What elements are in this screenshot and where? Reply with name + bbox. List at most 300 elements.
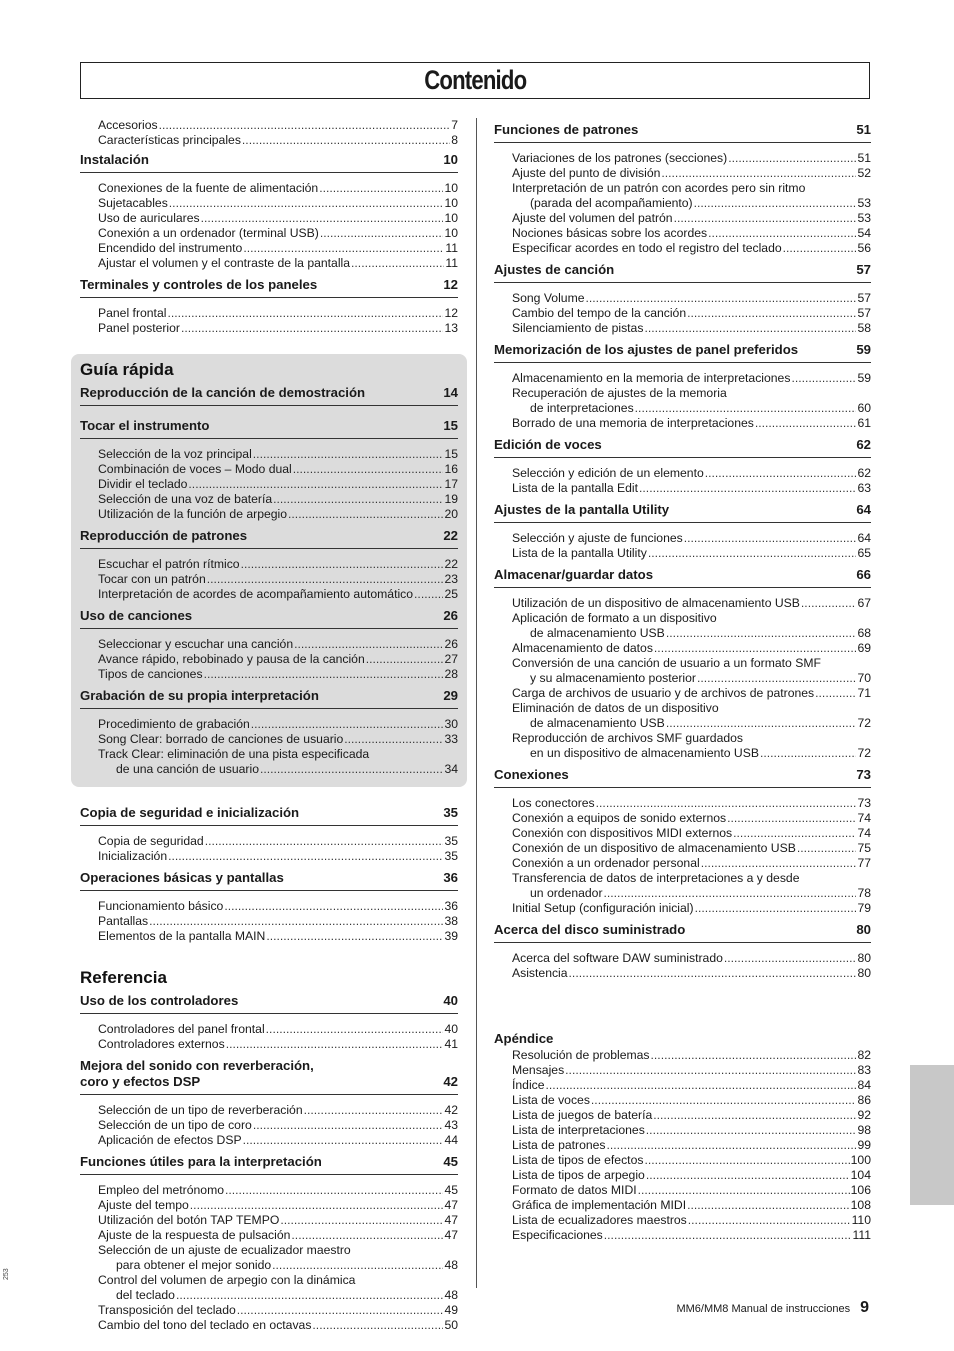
toc-entry [80,1198,458,1213]
entry-text: Utilización del botón TAP TEMPO [98,1213,280,1227]
entry-page: 92 [857,1108,871,1122]
section-heading-text: Uso de los controladores [80,993,239,1008]
toc-section [494,437,871,496]
toc-entry [80,1022,458,1037]
toc-section [80,418,458,522]
right-column [494,118,871,1243]
entry-page: 65 [857,546,871,560]
section-heading [494,437,871,458]
entry-page: 27 [444,652,458,666]
dot-leader [344,732,443,747]
toc-entry [80,226,458,241]
dot-leader [149,914,443,929]
dot-leader [674,211,857,226]
entry-text: Escuchar el patrón rítmico [98,557,240,571]
toc-entry [80,572,458,587]
entry-page: 10 [444,181,458,195]
toc-entry [494,306,871,321]
entry-text: Borrado de una memoria de interpretaciones [512,416,754,430]
dot-leader [783,241,857,256]
entry-text: Lista de la pantalla Edit [512,481,639,495]
toc-entry [80,1303,458,1318]
side-code: 253 [3,1268,10,1280]
section-heading [80,688,458,709]
entry-page: 13 [444,321,458,335]
entry-text: Acerca del software DAW suministrado [512,951,723,965]
entry-text: Track Clear: eliminación de una pista especificada [98,747,370,761]
section-heading-text: Operaciones básicas y pantallas [80,870,284,885]
dot-leader [661,166,856,181]
toc-entry [494,796,871,811]
entry-text: Pantallas [98,914,149,928]
page-title: Contenido [423,65,527,95]
dot-leader [288,507,443,522]
entry-text: Utilización de la función de arpegio [98,507,288,521]
section-heading [494,342,871,363]
entry-line [512,671,871,686]
entry-page: 12 [444,306,458,320]
toc-entry [80,1273,458,1303]
dot-leader [684,531,857,546]
entry-page: 75 [857,841,871,855]
entry-page: 104 [850,1168,871,1182]
toc-entry [494,1123,871,1138]
dot-leader [644,1153,849,1168]
appendix-entries [494,1048,871,1243]
dot-leader [697,671,856,686]
entry-page: 72 [857,746,871,760]
entry-text-cont: para obtener el mejor sonido [116,1258,272,1272]
dot-leader [169,196,444,211]
dot-leader [225,1183,443,1198]
toc-entry [494,951,871,966]
entry-text: Silenciamiento de pistas [512,321,644,335]
dot-leader [565,1063,856,1078]
entry-text: Combinación de voces – Modo dual [98,462,292,476]
entry-page: 22 [444,557,458,571]
entry-page: 63 [857,481,871,495]
toc-entry [494,1228,871,1243]
entry-page: 61 [857,416,871,430]
entry-page: 78 [857,886,871,900]
toc-entry [80,477,458,492]
section-heading [80,805,458,826]
section-heading-text: Reproducción de patrones [80,528,248,543]
dot-leader [724,951,857,966]
entry-page: 48 [444,1288,458,1302]
entry-text: Inicialización [98,849,168,863]
toc-section [80,870,458,944]
entry-page: 72 [857,716,871,730]
entry-text: Selección y edición de un elemento [512,466,704,480]
appendix-title: Apéndice [494,1031,554,1046]
entry-text: Control del volumen de arpegio con la dinámica [98,1273,356,1287]
entry-text: Song Volume [512,291,585,305]
section-heading-text: Acerca del disco suministrado [494,922,686,937]
dot-leader [224,899,443,914]
section-heading-page: 22 [443,528,458,543]
toc-section [494,502,871,561]
dot-leader [638,1183,850,1198]
entry-text: Accesorios [98,118,158,132]
entry-text: Interpretación de acordes de acompañamiento automático [98,587,414,601]
toc-entry [494,371,871,386]
dot-leader [666,626,857,641]
dot-leader [604,1228,852,1243]
entry-text: Conexión con dispositivos MIDI externos [512,826,733,840]
entry-line [512,196,871,211]
toc-entry [494,226,871,241]
toc-entry [494,901,871,916]
dot-leader [755,416,857,431]
entry-text: Conexión a un ordenador personal [512,856,700,870]
page-title-box [80,62,870,99]
entry-text: Asistencia [512,966,568,980]
toc-entry [80,181,458,196]
entry-page: 82 [857,1048,871,1062]
entry-page: 68 [857,626,871,640]
toc-entry [494,656,871,686]
toc-entry [494,1213,871,1228]
dot-leader [226,1037,444,1052]
toc-entry [80,1103,458,1118]
entry-line [512,746,871,761]
reference-sections [80,993,458,1333]
dot-leader [366,652,444,667]
entry-page: 110 [851,1213,871,1227]
entry-text: Avance rápido, rebobinado y pausa de la canción [98,652,365,666]
toc-entry [80,667,458,682]
dot-leader [591,1093,857,1108]
toc-entry [80,196,458,211]
advanced-sections [494,122,871,981]
entry-page: 36 [444,899,458,913]
toc-entry [494,546,871,561]
section-heading [494,922,871,943]
entry-text: Controladores del panel frontal [98,1022,265,1036]
entry-text: Interpretación de un patrón con acordes pero sin ritmo [512,181,806,195]
section-heading-text: Grabación de su propia interpretación [80,688,319,703]
entry-text: Empleo del metrónomo [98,1183,224,1197]
entry-page: 23 [444,572,458,586]
entry-page: 30 [444,717,458,731]
entry-page: 45 [444,1183,458,1197]
section-heading [80,277,458,298]
entry-page: 79 [857,901,871,915]
entry-page: 70 [857,671,871,685]
dot-leader [687,306,856,321]
entry-page: 62 [857,466,871,480]
entry-page: 40 [444,1022,458,1036]
section-heading [80,528,458,549]
entry-text: Ajuste del punto de división [512,166,661,180]
dot-leader [695,901,857,916]
entry-page: 108 [850,1198,871,1212]
entry-page: 59 [857,371,871,385]
dot-leader [797,841,857,856]
entry-line [512,886,871,901]
section-heading [80,152,458,173]
entry-text: Lista de voces [512,1093,590,1107]
entry-text: Formato de datos MIDI [512,1183,637,1197]
quick-guide-sections [80,385,458,777]
dot-leader [207,572,444,587]
entry-page: 80 [857,951,871,965]
entry-text: Lista de interpretaciones [512,1123,645,1137]
entry-page: 50 [444,1318,458,1332]
entry-text: Aplicación de efectos DSP [98,1133,242,1147]
toc-entry [80,447,458,462]
column-divider [476,118,477,1288]
toc-entry [80,717,458,732]
section-heading [80,385,458,406]
section-heading-page: 35 [443,805,458,820]
toc-entry [80,732,458,747]
entry-line [512,626,871,641]
toc-entry [494,611,871,641]
entry-page: 106 [850,1183,871,1197]
entry-text: Conexión de un dispositivo de almacenamiento USB [512,841,796,855]
toc-entry [80,1213,458,1228]
entry-page: 10 [444,196,458,210]
entry-page: 34 [444,762,458,776]
entry-text: Conexiones de la fuente de alimentación [98,181,319,195]
entry-page: 20 [444,507,458,521]
section-heading-page: 29 [443,688,458,703]
toc-entry [80,1243,458,1273]
dot-leader [801,596,857,611]
reference-title: Referencia [80,968,167,987]
toc-entry [494,466,871,481]
entry-page: 74 [857,811,871,825]
toc-entry [80,211,458,226]
entry-text: Lista de la pantalla Utility [512,546,647,560]
section-heading-text: Memorización de los ajustes de panel preferidos [494,342,799,357]
entry-text: Almacenamiento de datos [512,641,653,655]
dot-leader [654,641,857,656]
toc-entry [80,652,458,667]
entry-page: 100 [850,1153,871,1167]
quick-guide-title: Guía rápida [80,360,174,379]
toc-section [494,122,871,256]
entry-text-cont: de una canción de usuario [116,762,259,776]
dot-leader [273,492,443,507]
toc-entry [494,1063,871,1078]
dot-leader [159,118,451,133]
entry-text: Lista de patrones [512,1138,606,1152]
dot-leader [728,151,856,166]
dot-leader [639,481,856,496]
entry-page: 7 [451,118,458,132]
section-heading [80,1058,458,1095]
dot-leader [205,834,444,849]
section-heading-text: Terminales y controles de los paneles [80,277,318,292]
entry-page: 99 [857,1138,871,1152]
entry-text: Almacenamiento en la memoria de interpretaciones [512,371,791,385]
section-heading-text: Uso de canciones [80,608,193,623]
entry-text-cont: de interpretaciones [530,401,634,415]
entry-page: 111 [852,1228,871,1242]
dot-leader [569,966,857,981]
section-heading [80,1154,458,1175]
dot-leader [304,1103,444,1118]
entry-text: Carga de archivos de usuario y de archivos de patrones [512,686,815,700]
entry-text: Selección de un tipo de coro [98,1118,252,1132]
entry-page: 47 [444,1198,458,1212]
entry-text: Reproducción de archivos SMF guardados [512,731,744,745]
entry-text: Elementos de la pantalla MAIN [98,929,266,943]
entry-text: Lista de tipos de arpegio [512,1168,645,1182]
dot-leader [644,321,856,336]
entry-text: Song Clear: borrado de canciones de usuario [98,732,344,746]
entry-page: 84 [857,1078,871,1092]
entry-page: 43 [444,1118,458,1132]
entry-text: Ajuste de la respuesta de pulsación [98,1228,291,1242]
section-heading-page: 42 [443,1074,458,1089]
left-column [80,118,458,1333]
toc-entry [80,306,458,321]
toc-entry [494,241,871,256]
entry-line [98,762,458,777]
entry-page: 28 [444,667,458,681]
dot-leader [242,133,450,148]
entry-text-cont: un ordenador [530,886,603,900]
toc-entry [494,166,871,181]
toc-entry [80,507,458,522]
toc-entry [494,856,871,871]
section-heading-text: Tocar el instrumento [80,418,210,433]
section-heading-text: Almacenar/guardar datos [494,567,654,582]
entry-text: Seleccionar y escuchar una canción [98,637,294,651]
toc-entry [494,641,871,656]
toc-entry [494,1078,871,1093]
section-heading [494,262,871,283]
entry-page: 80 [857,966,871,980]
entry-page: 25 [444,587,458,601]
section-heading-page: 57 [856,262,871,277]
toc-section [494,922,871,981]
entry-page: 74 [857,826,871,840]
toc-entry [494,811,871,826]
page-footer [676,1299,869,1317]
section-heading [494,767,871,788]
toc-entry [80,1228,458,1243]
entry-page: 15 [444,447,458,461]
dot-leader [253,1118,444,1133]
entry-page: 58 [857,321,871,335]
toc-entry [494,826,871,841]
entry-page: 10 [444,211,458,225]
entry-page: 47 [444,1213,458,1227]
toc-entry [494,701,871,731]
entry-text: Encendido del instrumento [98,241,243,255]
toc-entry [494,841,871,856]
toc-section [80,805,458,864]
entry-text: Conexión a equipos de sonido externos [512,811,727,825]
entry-text: Recuperación de ajustes de la memoria [512,386,727,400]
toc-entry [80,637,458,652]
dot-leader [181,321,443,336]
toc-entry [80,492,458,507]
section-heading-page: 10 [443,152,458,167]
section-heading-page: 51 [856,122,871,137]
section-heading [494,567,871,588]
entry-page: 57 [857,306,871,320]
page-number: 9 [860,1299,869,1316]
dot-leader [319,181,443,196]
dot-leader [167,306,443,321]
section-heading-page: 45 [443,1154,458,1169]
toc-entry [494,211,871,226]
section-heading-text: Ajustes de canción [494,262,615,277]
toc-section [494,567,871,761]
entry-text-cont: del teclado [116,1288,175,1302]
toc-entry [80,1118,458,1133]
toc-entry [494,731,871,761]
entry-text: Gráfica de implementación MIDI [512,1198,687,1212]
toc-entry [80,241,458,256]
dot-leader [251,717,444,732]
dot-leader [708,226,856,241]
entry-line [512,716,871,731]
dot-leader [168,849,443,864]
entry-text: Cambio del tempo de la canción [512,306,687,320]
entry-text: Índice [512,1078,545,1092]
entry-text: Transferencia de datos de interpretaciones a y desde [512,871,800,885]
entry-text: Panel posterior [98,321,180,335]
toc-entry [494,1153,871,1168]
dot-leader [546,1078,857,1093]
entry-page: 53 [857,196,871,210]
toc-entry [80,899,458,914]
toc-entry [80,321,458,336]
toc-entry [494,1183,871,1198]
dot-leader [176,1288,443,1303]
toc-entry [494,596,871,611]
entry-page: 57 [857,291,871,305]
entry-page: 69 [857,641,871,655]
entry-text: Lista de tipos de efectos [512,1153,644,1167]
entry-text: Conversión de una canción de usuario a un formato SMF [512,656,821,670]
dot-leader [291,1228,443,1243]
entry-page: 38 [444,914,458,928]
entry-page: 73 [857,796,871,810]
basic-sections [80,805,458,944]
toc-entry [80,1183,458,1198]
entry-page: 16 [444,462,458,476]
dot-leader [294,637,443,652]
toc-section [80,1058,458,1148]
entry-page: 19 [444,492,458,506]
entry-page: 44 [444,1133,458,1147]
entry-page: 33 [444,732,458,746]
toc-entry [494,1168,871,1183]
dot-leader [266,929,443,944]
section-heading-text: Edición de voces [494,437,602,452]
dot-leader [190,1198,444,1213]
dot-leader [414,587,443,602]
dot-leader [648,546,857,561]
dot-leader [351,256,444,271]
entry-page: 86 [857,1093,871,1107]
section-heading [80,608,458,629]
toc-section [80,608,458,682]
section-heading [80,870,458,891]
toc-section [80,1154,458,1333]
toc-entry [494,416,871,431]
entry-page: 53 [857,211,871,225]
dot-leader [243,1133,444,1148]
